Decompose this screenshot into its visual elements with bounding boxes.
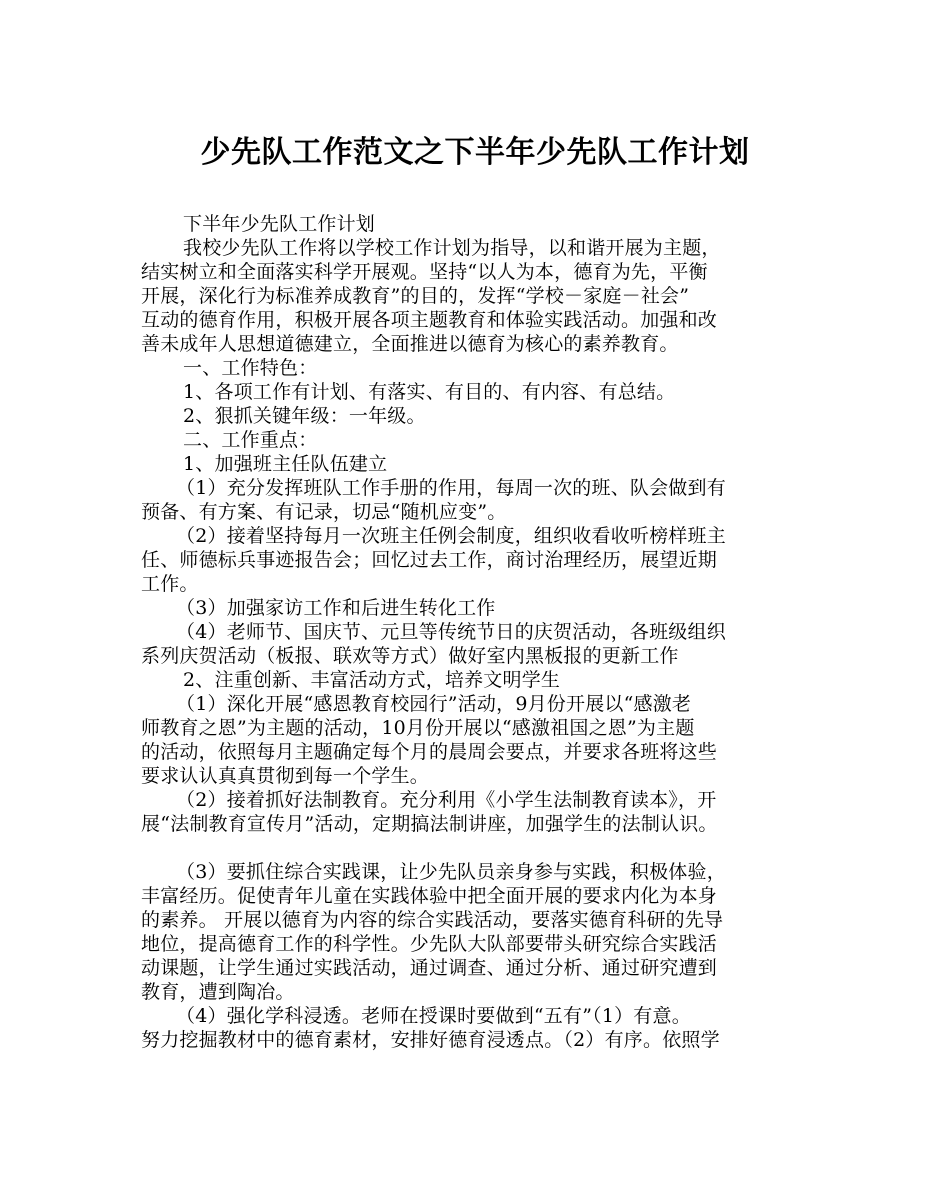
paragraph-line: 工作。 bbox=[141, 573, 199, 595]
blank-line bbox=[141, 836, 821, 860]
paragraph-line: 要求认认真真贯彻到每一个学生。 bbox=[141, 765, 430, 787]
paragraph-line: 师教育之恩”为主题的活动，10月份开展以“感激祖国之恩”为主题 bbox=[141, 717, 695, 739]
paragraph-line: 互动的德育作用，积极开展各项主题教育和体验实践活动。加强和改 bbox=[141, 309, 718, 331]
paragraph-line: （2）接着抓好法制教育。充分利用《小学生法制教育读本》，开 bbox=[176, 789, 717, 811]
paragraph-line: 的素养。 开展以德育为内容的综合实践活动，要落实德育科研的先导 bbox=[141, 909, 724, 931]
section-heading: 二、工作重点： bbox=[183, 429, 318, 451]
paragraph-line: 任、师德标兵事迹报告会；回忆过去工作，商讨治理经历，展望近期 bbox=[141, 549, 718, 571]
paragraph-line: 善未成年人思想道德建立，全面推进以德育为核心的素养教育。 bbox=[141, 333, 679, 355]
paragraph-line: 展“法制教育宣传月”活动，定期搞法制讲座，加强学生的法制认识。 bbox=[141, 813, 718, 835]
section-heading: 下半年少先队工作计划 bbox=[183, 213, 376, 235]
paragraph-line: （2）接着坚持每月一次班主任例会制度，组织收看收听榜样班主 bbox=[176, 525, 726, 547]
paragraph-line: 动课题，让学生通过实践活动，通过调查、通过分析、通过研究遭到 bbox=[141, 957, 718, 979]
paragraph-line: （3）加强家访工作和后进生转化工作 bbox=[176, 597, 496, 619]
paragraph-line: 系列庆贺活动（板报、联欢等方式）做好室内黑板报的更新工作 bbox=[141, 645, 679, 667]
list-item: 2、注重创新、丰富活动方式，培养文明学生 bbox=[183, 669, 561, 691]
paragraph-line: 的活动，依照每月主题确定每个月的晨周会要点，并要求各班将这些 bbox=[141, 741, 718, 763]
document-body bbox=[141, 212, 821, 1052]
paragraph-line: （4）老师节、国庆节、元旦等传统节日的庆贺活动，各班级组织 bbox=[176, 621, 726, 643]
paragraph-line: （1）深化开展“感恩教育校园行”活动，9月份开展以“感激老 bbox=[176, 693, 692, 715]
paragraph-line: 地位，提高德育工作的科学性。少先队大队部要带头研究综合实践活 bbox=[141, 933, 718, 955]
section-heading: 一、工作特色： bbox=[183, 357, 318, 379]
list-item: 2、狠抓关键年级：一年级。 bbox=[183, 405, 426, 427]
paragraph-line: 努力挖掘教材中的德育素材，安排好德育浸透点。（2）有序。依照学 bbox=[141, 1029, 720, 1051]
paragraph-line: 我校少先队工作将以学校工作计划为指导，以和谐开展为主题， bbox=[183, 237, 721, 259]
paragraph-line: （1）充分发挥班队工作手册的作用，每周一次的班、队会做到有 bbox=[176, 477, 726, 499]
list-item: 1、各项工作有计划、有落实、有目的、有内容、有总结。 bbox=[183, 381, 676, 403]
paragraph-line: 教育，遭到陶冶。 bbox=[141, 981, 295, 1003]
paragraph-line: （4）强化学科浸透。老师在授课时要做到“五有”（1）有意。 bbox=[176, 1005, 691, 1027]
paragraph-line: （3）要抓住综合实践课，让少先队员亲身参与实践，积极体验， bbox=[176, 861, 726, 883]
paragraph-line: 预备、有方案、有记录，切忌“随机应变”。 bbox=[141, 501, 507, 523]
paragraph-line: 开展，深化行为标准养成教育”的目的，发挥“学校－家庭－社会” bbox=[141, 285, 690, 307]
paragraph-line: 结实树立和全面落实科学开展观。坚持“以人为本，德育为先，平衡 bbox=[141, 261, 708, 283]
document-title: 少先队工作范文之下半年少先队工作计划 bbox=[200, 135, 750, 170]
paragraph-line: 丰富经历。促使青年儿童在实践体验中把全面开展的要求内化为本身 bbox=[141, 885, 718, 907]
list-item: 1、加强班主任队伍建立 bbox=[183, 453, 388, 475]
